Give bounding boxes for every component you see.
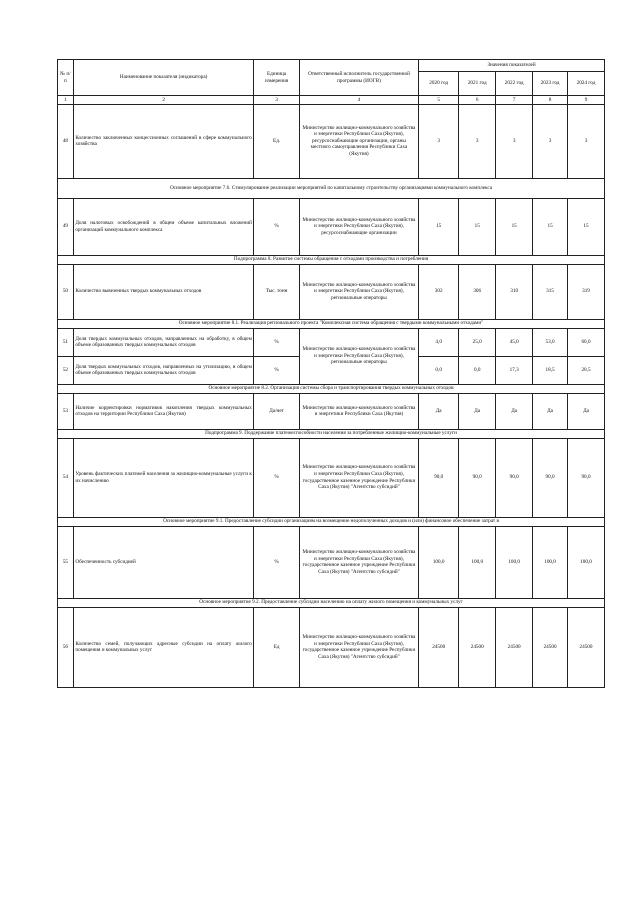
indicator-name: Количество вывезенных твердых коммунальных отходов: [73, 264, 254, 319]
value-2021: 24500: [459, 607, 496, 687]
subprogram-heading: Подпрограмма 9. Поддержание платежеспособности населения за потребленные жилищно-коммунальные услуги: [58, 429, 605, 438]
value-2022: 17,3: [496, 356, 533, 384]
header-year: 2023 год: [533, 72, 568, 96]
value-2023: 90,0: [533, 438, 568, 517]
value-2022: 3: [496, 104, 533, 178]
indicator-executor: Министерство жилищно-коммунального хозяйства и энергетики Республики Саха (Якутия), региональные операторы: [299, 264, 418, 319]
indicator-executor: Министерство жилищно-коммунального хозяйства и энергетики Республики Саха (Якутия), региональные операторы: [299, 328, 418, 384]
row-number: 55: [58, 526, 74, 598]
value-2024: 90,0: [567, 438, 604, 517]
section-heading: Основное мероприятие 7.6. Стимулирование реализации мероприятий по капитальному строительству организациями коммунального комплекса: [58, 178, 605, 198]
value-2022: 15: [496, 198, 533, 255]
section-heading: Основное мероприятие 9.1. Предоставление субсидии организациям на возмещение недополученных доходов и (или) финансовое обеспечение затрат в: [58, 517, 605, 526]
col-number: 6: [459, 96, 496, 105]
header-values: Значения показателей: [419, 60, 605, 72]
table-row: [58, 328, 605, 356]
value-2023: Да: [533, 393, 568, 429]
value-2020: 100,0: [419, 526, 459, 598]
header-year: 2022 год: [496, 72, 533, 96]
table-row: [58, 607, 605, 687]
table-row: [58, 198, 605, 255]
indicator-unit: %: [254, 438, 299, 517]
value-2023: 100,0: [533, 526, 568, 598]
value-2022: 100,0: [496, 526, 533, 598]
header-year: 2021 год: [459, 72, 496, 96]
section-heading: Основное мероприятие 9.2. Предоставление субсидии населению на оплату жилого помещения и коммунальных услуг: [58, 598, 605, 607]
value-2024: Да: [567, 393, 604, 429]
value-2020: 15: [419, 198, 459, 255]
indicator-executor: Министерство жилищно-коммунального хозяйства и энергетики Республики Саха (Якутия), государственное казенное учреждение Республики Саха (Якутия) "Агентство субсидий": [299, 607, 418, 687]
value-2023: 53,0: [533, 328, 568, 356]
indicator-name: Количество заключенных концессионных соглашений в сфере коммунального хозяйства: [73, 104, 254, 178]
col-number: 9: [567, 96, 604, 105]
row-number: 56: [58, 607, 74, 687]
col-number: 4: [299, 96, 418, 105]
value-2022: Да: [496, 393, 533, 429]
section-heading: Основное мероприятие 8.1. Реализация регионального проекта "Комплексная система обращения с твердыми коммунальными отходами": [58, 319, 605, 328]
value-2020: 4,0: [419, 328, 459, 356]
value-2024: 319: [567, 264, 604, 319]
header-indicator-name: Наименование показателя (индикатора): [73, 60, 254, 96]
indicator-name: Обеспеченность субсидией: [73, 526, 254, 598]
col-number: 2: [73, 96, 254, 105]
indicator-name: Доля твердых коммунальных отходов, направленных на утилизацию, в общем объеме образованных твердых коммунальных отходов: [73, 356, 254, 384]
value-2024: 24500: [567, 607, 604, 687]
column-numbers-row: [58, 96, 605, 105]
col-number: 5: [419, 96, 459, 105]
value-2024: 3: [567, 104, 604, 178]
indicator-unit: %: [254, 328, 299, 356]
col-number: 7: [496, 96, 533, 105]
value-2023: 15: [533, 198, 568, 255]
value-2020: 24500: [419, 607, 459, 687]
row-number: 54: [58, 438, 74, 517]
indicator-executor: Министерство жилищно-коммунального хозяйства и энергетики Республики Саха (Якутия), государственное казенное учреждение Республики Саха (Якутия) "Агентство субсидий": [299, 526, 418, 598]
indicator-name: Уровень фактических платежей населения за жилищно-коммунальные услуги к их начислению: [73, 438, 254, 517]
value-2021: 90,0: [459, 438, 496, 517]
col-number: 3: [254, 96, 299, 105]
value-2021: 15: [459, 198, 496, 255]
value-2023: 24500: [533, 607, 568, 687]
value-2020: Да: [419, 393, 459, 429]
value-2021: 100,0: [459, 526, 496, 598]
value-2023: 315: [533, 264, 568, 319]
header-number: № п/п: [58, 60, 74, 96]
value-2022: 90,0: [496, 438, 533, 517]
value-2022: 310: [496, 264, 533, 319]
value-2021: 3: [459, 104, 496, 178]
value-2021: Да: [459, 393, 496, 429]
indicator-name: Доля налоговых освобождений в общем объеме капитальных вложений организаций коммунального комплекса: [73, 198, 254, 255]
value-2022: 24500: [496, 607, 533, 687]
indicator-executor: Министерство жилищно-коммунального хозяйства и энергетики Республики Саха (Якутия), государственное казенное учреждение Республики Саха (Якутия) "Агентство субсидий": [299, 438, 418, 517]
value-2020: 0,0: [419, 356, 459, 384]
table-row: [58, 526, 605, 598]
indicator-unit: Тыс. тонн: [254, 264, 299, 319]
header-year: 2024 год: [567, 72, 604, 96]
row-number: 52: [58, 356, 74, 384]
indicator-executor: Министерство жилищно-коммунального хозяйства и энергетики Республики Саха (Якутия), ресурсоснабжающие организации: [299, 198, 418, 255]
header-executor: Ответственный исполнитель государственной программы (ИОГВ): [299, 60, 418, 96]
value-2023: 18,5: [533, 356, 568, 384]
indicator-unit: %: [254, 198, 299, 255]
indicator-executor: Министерство жилищно-коммунального хозяйства и энергетики Республики Саха (Якутия), ресурсоснабжающие организации, органы местного самоуправления Республики Саха (Якутия): [299, 104, 418, 178]
indicator-name: Количество семей, получающих адресные субсидии на оплату жилого помещения и коммунальных услуг: [73, 607, 254, 687]
indicator-unit: Ед.: [254, 104, 299, 178]
subprogram-heading: Подпрограмма 8. Развитие системы обращения с отходами производства и потребления: [58, 255, 605, 264]
section-heading: Основное мероприятие 8.2. Организация системы сбора и транспортирования твердых коммунальных отходов: [58, 384, 605, 393]
indicator-unit: %: [254, 526, 299, 598]
table-row: [58, 438, 605, 517]
value-2024: 20,5: [567, 356, 604, 384]
value-2020: 3: [419, 104, 459, 178]
row-number: 53: [58, 393, 74, 429]
indicator-executor: Министерство жилищно-коммунального хозяйства и энергетики Республики Саха (Якутия): [299, 393, 418, 429]
table-row: [58, 393, 605, 429]
row-number: 50: [58, 264, 74, 319]
header-year: 2020 год: [419, 72, 459, 96]
value-2022: 45,0: [496, 328, 533, 356]
value-2021: 306: [459, 264, 496, 319]
indicator-unit: Да/нет: [254, 393, 299, 429]
value-2024: 15: [567, 198, 604, 255]
value-2024: 100,0: [567, 526, 604, 598]
value-2020: 90,0: [419, 438, 459, 517]
table-row: [58, 104, 605, 178]
header-unit: Единица измерения: [254, 60, 299, 96]
indicator-unit: %: [254, 356, 299, 384]
value-2024: 60,0: [567, 328, 604, 356]
col-number: 1: [58, 96, 74, 105]
value-2023: 3: [533, 104, 568, 178]
value-2020: 302: [419, 264, 459, 319]
indicator-name: Наличие корректировки нормативов накопления твердых коммунальных отходов на территории Республики Саха (Якутия): [73, 393, 254, 429]
indicator-name: Доля твердых коммунальных отходов, направленных на обработку, в общем объеме образованных твердых коммунальных отходов: [73, 328, 254, 356]
row-number: 51: [58, 328, 74, 356]
value-2021: 25,0: [459, 328, 496, 356]
row-number: 49: [58, 198, 74, 255]
indicator-unit: Ед: [254, 607, 299, 687]
value-2021: 0,0: [459, 356, 496, 384]
row-number: 48: [58, 104, 74, 178]
col-number: 8: [533, 96, 568, 105]
table-row: [58, 264, 605, 319]
indicator-table: [57, 59, 605, 688]
